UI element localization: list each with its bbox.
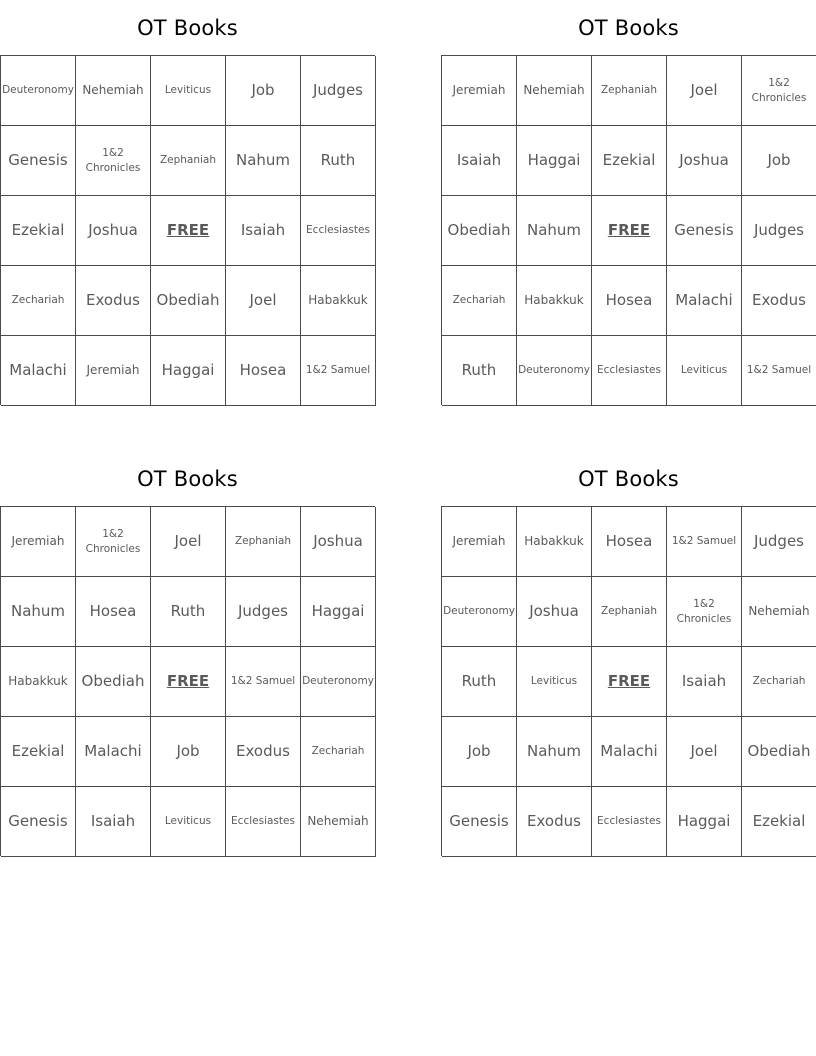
bingo-cell: Joshua [301,507,376,577]
bingo-cell: 1&2 Chronicles [76,507,151,577]
card-title: OT Books [137,15,238,40]
bingo-cell: Genesis [1,787,76,857]
bingo-cell: Deuteronomy [1,56,76,126]
bingo-cell: Judges [742,196,816,266]
bingo-cell: Exodus [517,787,592,857]
bingo-cell: Nahum [517,196,592,266]
card-title: OT Books [578,466,679,491]
bingo-cell: Isaiah [226,196,301,266]
bingo-cell: Isaiah [442,126,517,196]
bingo-cell: Job [226,56,301,126]
bingo-cell: Judges [742,507,816,577]
bingo-cell: Malachi [1,336,76,406]
bingo-cell: Zechariah [301,717,376,787]
bingo-cell: Joel [151,507,226,577]
bingo-cell: Obediah [742,717,816,787]
bingo-cell: Jeremiah [442,507,517,577]
bingo-cell: Ecclesiastes [301,196,376,266]
bingo-cell: Malachi [592,717,667,787]
free-space-cell: FREE [592,196,667,266]
bingo-card [441,451,816,856]
bingo-cell: Habakkuk [1,647,76,717]
bingo-cell: Leviticus [517,647,592,717]
bingo-cell: Habakkuk [517,266,592,336]
bingo-grid [441,506,816,856]
bingo-cell: Jeremiah [1,507,76,577]
bingo-cell: Zechariah [1,266,76,336]
bingo-card [0,451,375,856]
bingo-cell: Deuteronomy [301,647,376,717]
bingo-cell: Zechariah [742,647,816,717]
bingo-cell: Malachi [76,717,151,787]
bingo-cell: 1&2 Samuel [742,336,816,406]
bingo-cell: Zephaniah [151,126,226,196]
bingo-cell: Exodus [226,717,301,787]
bingo-cell: Nehemiah [517,56,592,126]
bingo-cell: Ruth [301,126,376,196]
bingo-cell: Job [742,126,816,196]
bingo-cell: Exodus [742,266,816,336]
bingo-cell: Obediah [151,266,226,336]
bingo-cell: Ecclesiastes [592,787,667,857]
bingo-cell: Hosea [76,577,151,647]
card-title: OT Books [578,15,679,40]
bingo-cell: Jeremiah [442,56,517,126]
bingo-cell: Leviticus [151,787,226,857]
bingo-cell: 1&2 Chronicles [742,56,816,126]
free-space-cell: FREE [592,647,667,717]
bingo-cell: 1&2 Chronicles [667,577,742,647]
bingo-cell: Genesis [442,787,517,857]
bingo-cell: Leviticus [667,336,742,406]
bingo-cell: Job [442,717,517,787]
bingo-cell: Joshua [76,196,151,266]
bingo-cell: Obediah [76,647,151,717]
bingo-cell: Isaiah [667,647,742,717]
bingo-cell: Haggai [301,577,376,647]
bingo-cell: Deuteronomy [442,577,517,647]
bingo-cell: Judges [301,56,376,126]
bingo-cell: 1&2 Samuel [667,507,742,577]
bingo-cell: Job [151,717,226,787]
bingo-cell: Habakkuk [301,266,376,336]
bingo-grid [441,55,816,405]
bingo-cell: Obediah [442,196,517,266]
bingo-cell: Leviticus [151,56,226,126]
free-space-cell: FREE [151,647,226,717]
bingo-cell: Zephaniah [592,56,667,126]
bingo-cell: Haggai [517,126,592,196]
bingo-cell: Nehemiah [76,56,151,126]
bingo-cell: Judges [226,577,301,647]
card-title: OT Books [137,466,238,491]
bingo-cell: Hosea [226,336,301,406]
bingo-cell: Nehemiah [742,577,816,647]
bingo-cell: Genesis [1,126,76,196]
bingo-cell: Nehemiah [301,787,376,857]
bingo-cell: Exodus [76,266,151,336]
bingo-cell: Ecclesiastes [592,336,667,406]
bingo-card [0,0,375,405]
bingo-cell: Deuteronomy [517,336,592,406]
bingo-cell: Zephaniah [592,577,667,647]
bingo-cell: Joshua [667,126,742,196]
bingo-cell: Haggai [667,787,742,857]
bingo-cell: 1&2 Chronicles [76,126,151,196]
bingo-cell: Zechariah [442,266,517,336]
bingo-cell: Habakkuk [517,507,592,577]
bingo-cell: Ezekial [1,196,76,266]
bingo-cell: Nahum [1,577,76,647]
bingo-grid [0,506,375,856]
bingo-cell: 1&2 Samuel [301,336,376,406]
bingo-cell: Ezekial [742,787,816,857]
bingo-cell: Nahum [517,717,592,787]
bingo-cell: Ezekial [1,717,76,787]
bingo-cell: Malachi [667,266,742,336]
bingo-cell: Zephaniah [226,507,301,577]
bingo-grid [0,55,375,405]
bingo-cell: 1&2 Samuel [226,647,301,717]
bingo-cell: Jeremiah [76,336,151,406]
bingo-cell: Nahum [226,126,301,196]
bingo-cell: Joel [667,56,742,126]
bingo-cell: Ruth [442,647,517,717]
bingo-card [441,0,816,405]
bingo-cell: Joshua [517,577,592,647]
bingo-cell: Ruth [151,577,226,647]
bingo-cell: Ruth [442,336,517,406]
bingo-cell: Genesis [667,196,742,266]
bingo-cell: Haggai [151,336,226,406]
bingo-cell: Hosea [592,266,667,336]
bingo-cell: Isaiah [76,787,151,857]
free-space-cell: FREE [151,196,226,266]
bingo-cell: Joel [667,717,742,787]
bingo-cell: Hosea [592,507,667,577]
bingo-cell: Ezekial [592,126,667,196]
bingo-cell: Joel [226,266,301,336]
bingo-cell: Ecclesiastes [226,787,301,857]
